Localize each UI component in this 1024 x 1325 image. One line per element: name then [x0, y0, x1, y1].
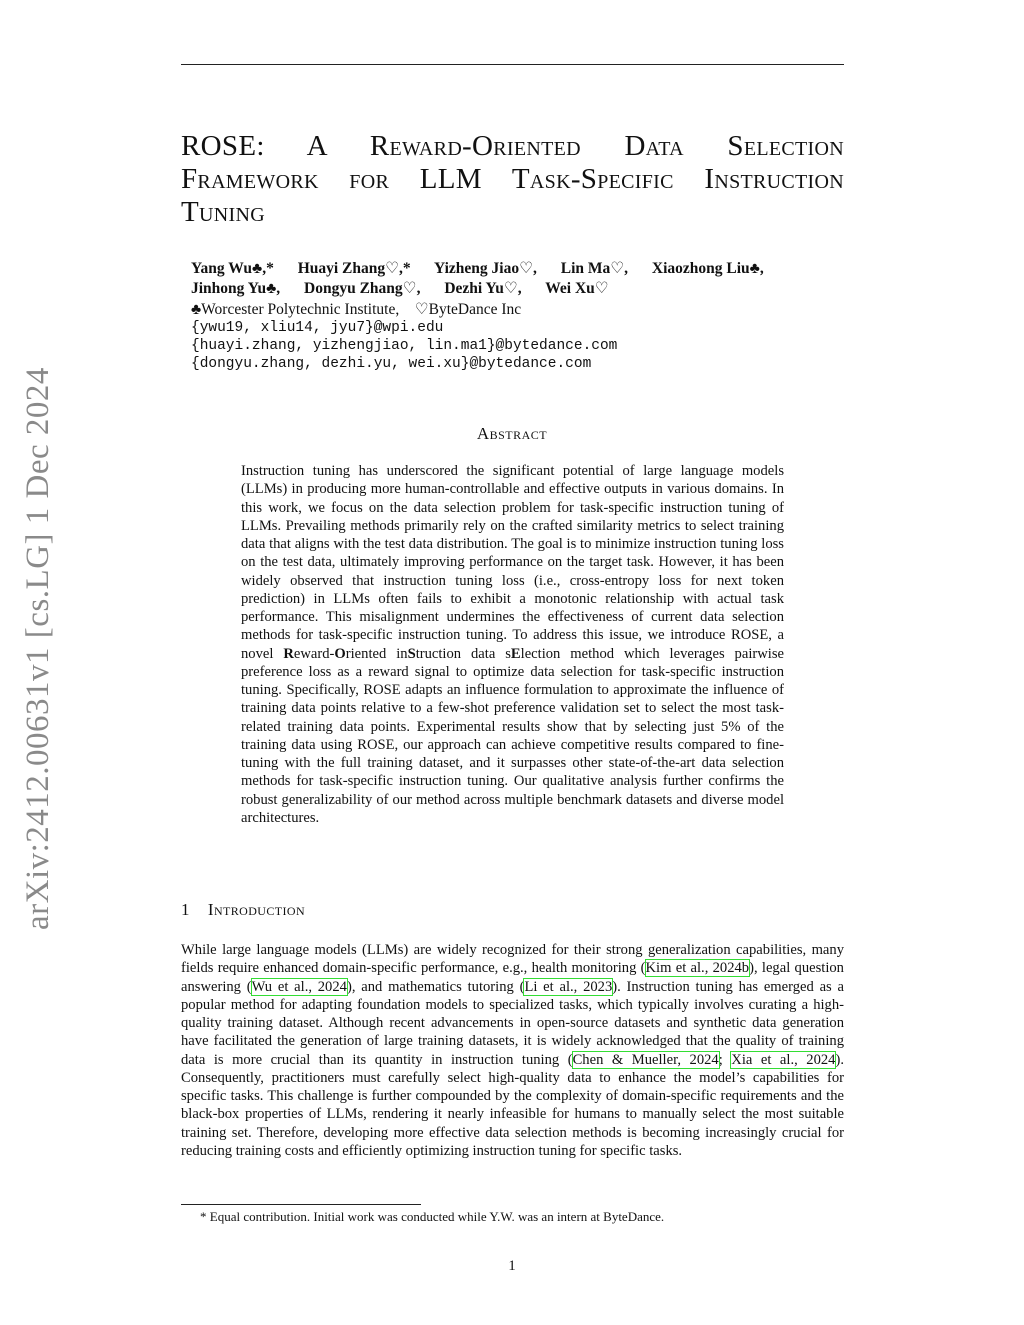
- author-name: Dezhi Yu♡,: [444, 280, 522, 297]
- section-title: Introduction: [207, 900, 306, 919]
- author-list: [191, 259, 841, 299]
- author-name: Dongyu Zhang♡,: [304, 280, 421, 297]
- abstract-text: eward-: [293, 645, 335, 662]
- author-row-2: [191, 279, 841, 299]
- intro-text: ). Consequently, practitioners must carefully select high-quality data to enhance the model’s capabilities for specific tasks. This challenge is further compounded by the complexity of domain-specific requirements and the black-box properties of LLMs, rendering it nearly infeasible for humans to manually select the most suitable training set. Therefore, developing more effective data selection methods is becoming increasingly crucial for reducing training costs and efficiently optimizing instruction tuning for specific tasks.: [181, 1051, 844, 1159]
- abstract-body: [241, 462, 784, 827]
- citation-link[interactable]: Wu et al., 2024: [251, 978, 347, 995]
- citation-link[interactable]: Li et al., 2023: [524, 978, 613, 995]
- title-line-2: Framework for LLM Task-Specific Instruction: [181, 163, 844, 195]
- abstract-text: lection method which leverages pairwise preference loss as a reward signal to optimize data selection for task-specific instruction tuning. Specifically, ROSE adapts an influence formulation to approximate the influence of training data points relative to a few-shot preference validation set to select the most task-related training data points. Experimental results show that by selecting just 5% of the training data using ROSE, our approach can achieve competitive results compared to fine-tuning with the full training dataset, and it surpasses other state-of-the-art data selection methods for task-specific instruction tuning. Our qualitative analysis further confirms the robust generalizability of our method across multiple benchmark datasets and diverse model architectures.: [241, 645, 784, 826]
- author-row-1: [191, 259, 841, 279]
- intro-text: ), legal question answering (: [181, 960, 844, 995]
- acronym-letter: S: [407, 645, 416, 662]
- author-name: Yizheng Jiao♡,: [433, 260, 537, 277]
- abstract-text: Instruction tuning has underscored the significant potential of large language models (LLMs) in producing more human-controllable and effective outputs in various domains. In this work, we focus on the data selection problem for task-specific instruction tuning of LLMs. Prevailing methods primarily rely on the crafted similarity metrics to select training data that aligns with the test data distribution. The goal is to minimize instruction tuning loss on the test data, ultimately improving performance on the target task. However, it has been widely observed that instruction tuning loss (i.e., cross-entropy loss for next token prediction) in LLMs often fails to exhibit a monotonic relationship with actual task performance. This misalignment undermines the effectiveness of current data selection methods for task-specific instruction tuning. To address this issue, we introduce ROSE, a novel: [241, 463, 784, 662]
- abstract-text: riented in: [345, 645, 408, 662]
- citation-link[interactable]: Kim et al., 2024b: [645, 960, 750, 977]
- footnote-rule: [181, 1204, 421, 1205]
- title-line-1: ROSE: A Reward-Oriented Data Selection: [181, 130, 844, 162]
- top-rule: [181, 64, 844, 65]
- arxiv-sidebar-stamp[interactable]: arXiv:2412.00631v1 [cs.LG] 1 Dec 2024: [20, 367, 56, 930]
- acronym-letter: E: [510, 645, 521, 662]
- intro-text: ;: [718, 1051, 732, 1068]
- acronym-letter: R: [283, 645, 294, 662]
- footnote: * Equal contribution. Initial work was conducted while Y.W. was an intern at ByteDance.: [200, 1209, 665, 1224]
- abstract-heading: Abstract: [476, 424, 548, 443]
- email-line: {dongyu.zhang, dezhi.yu, wei.xu}@bytedance.com: [191, 356, 592, 372]
- intro-text: ), and mathematics tutoring (: [346, 978, 525, 995]
- email-line: {ywu19, xliu14, jyu7}@wpi.edu: [191, 320, 444, 336]
- intro-text: ). Instruction tuning has emerged as a popular method for adapting foundation models to specialized tasks, which typically involves curating a high-quality training dataset. Although recent advancements in open-source datasets and synthetic data generation have facilitated the generation of large training datasets, it is widely acknowledged that the quality of training data is more crucial than its quantity in instruction tuning (: [181, 978, 844, 1068]
- section-number: 1: [181, 900, 190, 919]
- email-line: {huayi.zhang, yizhengjiao, lin.ma1}@bytedance.com: [191, 338, 618, 354]
- acronym-letter: O: [334, 645, 346, 662]
- author-name: Huayi Zhang♡,*: [297, 260, 411, 277]
- introduction-body: [181, 941, 844, 1160]
- author-name: Yang Wu♣,*: [191, 260, 274, 277]
- page-number: 1: [508, 1258, 516, 1274]
- abstract-text: truction data s: [415, 645, 511, 662]
- title-line-3: Tuning: [181, 196, 265, 228]
- citation-link[interactable]: Chen & Mueller, 2024: [572, 1051, 719, 1068]
- affiliations-block: [191, 300, 617, 373]
- citation-link[interactable]: Xia et al., 2024: [731, 1051, 836, 1068]
- affiliations: ♣Worcester Polytechnic Institute, ♡ByteDance Inc: [191, 301, 522, 318]
- author-name: Jinhong Yu♣,: [191, 280, 281, 297]
- author-name: Wei Xu♡: [545, 280, 609, 297]
- intro-text: While large language models (LLMs) are widely recognized for their strong generalization capabilities, many fields require enhanced domain-specific performance, e.g., health monitoring (: [181, 942, 844, 977]
- author-name: Xiaozhong Liu♣,: [651, 260, 764, 277]
- author-name: Lin Ma♡,: [560, 260, 629, 277]
- paper-title: [181, 130, 844, 229]
- section-heading-introduction: [181, 900, 305, 920]
